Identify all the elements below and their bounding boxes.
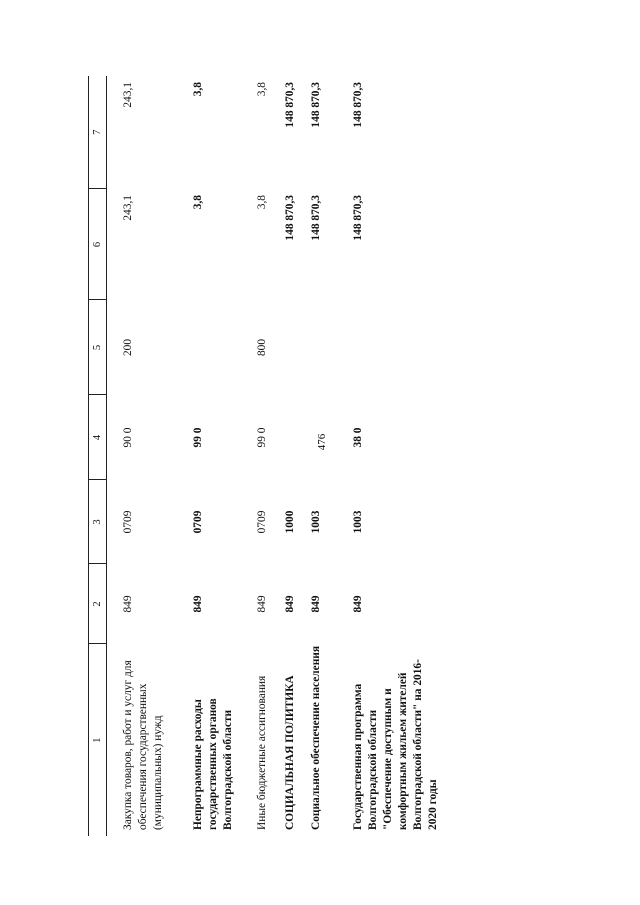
table-row bbox=[191, 76, 255, 836]
cell-col-3: 1000 bbox=[284, 510, 296, 534]
cell-col-6: 148 870,3 bbox=[352, 195, 364, 241]
header-col-1: 1 bbox=[89, 644, 107, 836]
row-name: Закупка товаров, работ и услуг для обеспечения государственных (муниципальных) нужд bbox=[122, 660, 164, 830]
row-name: Государственная программа Волгоградской области "Обеспечение доступным и комфортным жильем жителей Волгоградской области" на 2016-2020 годы bbox=[352, 659, 439, 830]
cell-col-7: 3,8 bbox=[192, 82, 204, 97]
cell-col-4: 99 0 bbox=[256, 427, 268, 448]
cell-col-6: 148 870,3 bbox=[310, 195, 322, 241]
cell-col-7: 148 870,3 bbox=[284, 82, 296, 128]
table-row bbox=[309, 76, 351, 836]
cell-col-5: 200 bbox=[122, 338, 134, 357]
row-name: СОЦИАЛЬНАЯ ПОЛИТИКА bbox=[284, 675, 296, 830]
table-row bbox=[351, 76, 441, 836]
cell-col-4: 38 0 bbox=[352, 427, 364, 448]
cell-col-4: 99 0 bbox=[192, 427, 204, 448]
row-name: Непрограммные расходы государственных органов Волгоградской области bbox=[192, 698, 234, 830]
cell-col-2: 849 bbox=[310, 595, 322, 613]
page-number: 476 bbox=[316, 433, 328, 451]
cell-col-5 bbox=[309, 300, 351, 395]
budget-table bbox=[88, 76, 441, 836]
cell-col-4 bbox=[283, 395, 309, 480]
header-col-4: 4 bbox=[89, 395, 107, 480]
rotated-budget-table-wrapper bbox=[88, 76, 600, 836]
cell-col-6: 148 870,3 bbox=[284, 195, 296, 241]
cell-col-3: 0709 bbox=[122, 510, 134, 534]
header-col-6: 6 bbox=[89, 189, 107, 300]
cell-col-6: 3,8 bbox=[256, 195, 268, 210]
cell-col-3: 1003 bbox=[352, 510, 364, 534]
row-name: Социальное обеспечение населения bbox=[310, 646, 322, 830]
cell-col-5 bbox=[283, 300, 309, 395]
table-row bbox=[107, 76, 192, 836]
row-name: Иные бюджетные ассигнования bbox=[256, 675, 268, 830]
header-col-7: 7 bbox=[89, 76, 107, 189]
cell-col-2: 849 bbox=[284, 595, 296, 613]
cell-col-5 bbox=[191, 300, 255, 395]
cell-col-2: 849 bbox=[192, 595, 204, 613]
cell-col-5: 800 bbox=[256, 338, 268, 357]
header-col-3: 3 bbox=[89, 480, 107, 564]
cell-col-6: 3,8 bbox=[192, 195, 204, 210]
cell-col-2: 849 bbox=[122, 595, 134, 613]
table-row bbox=[255, 76, 283, 836]
cell-col-2: 849 bbox=[256, 595, 268, 613]
cell-col-7: 148 870,3 bbox=[310, 82, 322, 128]
cell-col-3: 0709 bbox=[192, 510, 204, 534]
header-col-2: 2 bbox=[89, 564, 107, 644]
cell-col-3: 1003 bbox=[310, 510, 322, 534]
cell-col-2: 849 bbox=[352, 595, 364, 613]
cell-col-4: 90 0 bbox=[122, 427, 134, 448]
header-col-5: 5 bbox=[89, 300, 107, 395]
cell-col-6: 243,1 bbox=[122, 195, 134, 221]
cell-col-7: 148 870,3 bbox=[352, 82, 364, 128]
cell-col-7: 243,1 bbox=[122, 82, 134, 108]
cell-col-4 bbox=[309, 395, 351, 480]
cell-col-3: 0709 bbox=[256, 510, 268, 534]
table-row bbox=[283, 76, 309, 836]
cell-col-7: 3,8 bbox=[256, 82, 268, 97]
header-row bbox=[89, 76, 107, 836]
cell-col-5 bbox=[351, 300, 441, 395]
